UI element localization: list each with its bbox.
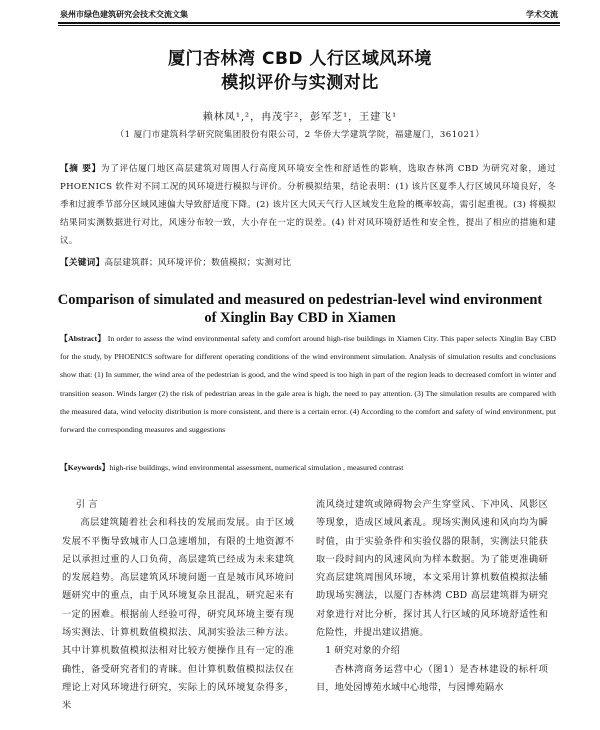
keywords-cn-text: 高层建筑群；风环境评价；数值模拟；实测对比 — [104, 258, 292, 268]
keywords-cn — [60, 256, 556, 268]
abstract-cn-text: 为了评估厦门地区高层建筑对周围人行高度风环境安全性和舒适性的影响，选取杏林湾 CBD 为研究对象，通过 PHOENICS 软件对不同工况的风环境进行模拟与评价。分析模拟结果，结论表明：(1) 该片区夏季人行区域风环境良好，冬季和过渡季节部分区域风速偏大导致舒适度下降。(2) 该片区大风天气行人区域发生危险的概率较高，需引起重视。(3) 将模拟结果同实测数据进行对比，风速分布较一致，大小存在一定的误差。(4) 针对风环境舒适性和安全性，提出了相应的措施和建议。 — [60, 164, 557, 246]
abstract-cn-label: 【摘 要】 — [60, 164, 101, 174]
header-section-name: 学术交流 — [526, 10, 558, 19]
keywords-en-text: high-rise buildings, wind environmental assessment, numerical simulation , measured contrast — [109, 463, 404, 472]
title-en-line1: Comparison of simulated and measured on pedestrian-level wind environment — [57, 292, 543, 308]
section1-paragraph: 杏林湾商务运营中心（图1）是杏林建设的标杆项目，地处园博苑水域中心地带，与园博苑隔水 — [316, 663, 548, 693]
title-en-line2: of Xinglin Bay CBD in Xiamen — [204, 310, 396, 326]
header-rule-thin — [58, 25, 560, 26]
title-cn-line2: 模拟评价与实测对比 — [221, 73, 379, 93]
keywords-cn-label: 【关键词】 — [60, 258, 105, 268]
title-cn-line1: 厦门杏林湾 CBD 人行区域风环境 — [168, 49, 432, 69]
body-column-right — [316, 496, 548, 697]
section1-heading: 1 研究对象的介绍 — [325, 645, 401, 657]
authors: 赖林凤¹,²，冉茂宇²，彭军芝¹，王建飞¹ — [202, 112, 398, 123]
header-journal-name: 泉州市绿色建筑研究会技术交流文集 — [60, 10, 188, 19]
header-rule — [58, 22, 560, 24]
running-header — [58, 6, 560, 22]
intro-paragraph-continued: 流风绕过建筑或障碍物会产生穿堂风、下冲风、风影区等现象，造成区域风紊乱。现场实测风速和风向均为瞬时值，由于实验条件和实验仪器的限制，实测法只能获取一段时间内的风速风向为样本数据。为了能更准确研究高层建筑周围风环境，本文采用计算机数值模拟法辅助现场实测法，以厦门杏林湾 CBD 高层建筑群为研究对象进行对比分析，探讨其人行区域的风环境舒适性和危险性，并提出建议措施。 — [316, 499, 548, 639]
body-column-left — [62, 496, 294, 716]
abstract-en-label: 【Abstract】 — [60, 334, 106, 343]
intro-paragraph: 高层建筑随着社会和科技的发展而发展。由于区域发展不平衡导致城市人口急速增加，有限的土地资源不足以承担过重的人口负荷，高层建筑已经成为未来建筑的发展趋势。高层建筑风环境问题一直是城市风环境问题研究中的重点，由于风环境复杂且混乱，研究起来有一定的困难。根据前人经验可得，研究风环境主要有现场实测法、计算机数值模拟法、风洞实验法三种方法。其中计算机数值模拟法相对比较方便操作且有一定的准确性，备受研究者们的青睐。但计算机数值模拟法仅在理论上对风环境进行研究，实际上的风环境复杂得多，米 — [62, 517, 294, 712]
abstract-en-text: In order to assess the wind environmental safety and comfort around high-rise buildings in Xiamen City. This paper selects Xinglin Bay CBD for the study, by PHOENICS software for different operating conditions of the wind environment simulation. Analysis of simulation results and conclusions show that: (1) In summer, the wind area of the pedestrian is good, and the wind speed is too high in part of the region leads to decreased comfort in winter and transition season. Winds larger (2) the risk of pedestrian areas in the gale area is high, the need to pay attention. (3) The simulation results are compared with the measured data, wind velocity distribution is more consistent, and there is a certain error. (4) According to the comfort and safety of wind environment, put forward the corresponding measures and suggestions — [60, 334, 556, 435]
affiliation: （1 厦门市建筑科学研究院集团股份有限公司，2 华侨大学建筑学院，福建厦门，361021） — [115, 130, 485, 140]
abstract-cn — [60, 160, 556, 250]
intro-heading: 引 言 — [75, 499, 98, 510]
abstract-en — [60, 330, 556, 439]
keywords-en-label: 【Keywords】 — [60, 463, 110, 472]
keywords-en — [60, 462, 556, 473]
